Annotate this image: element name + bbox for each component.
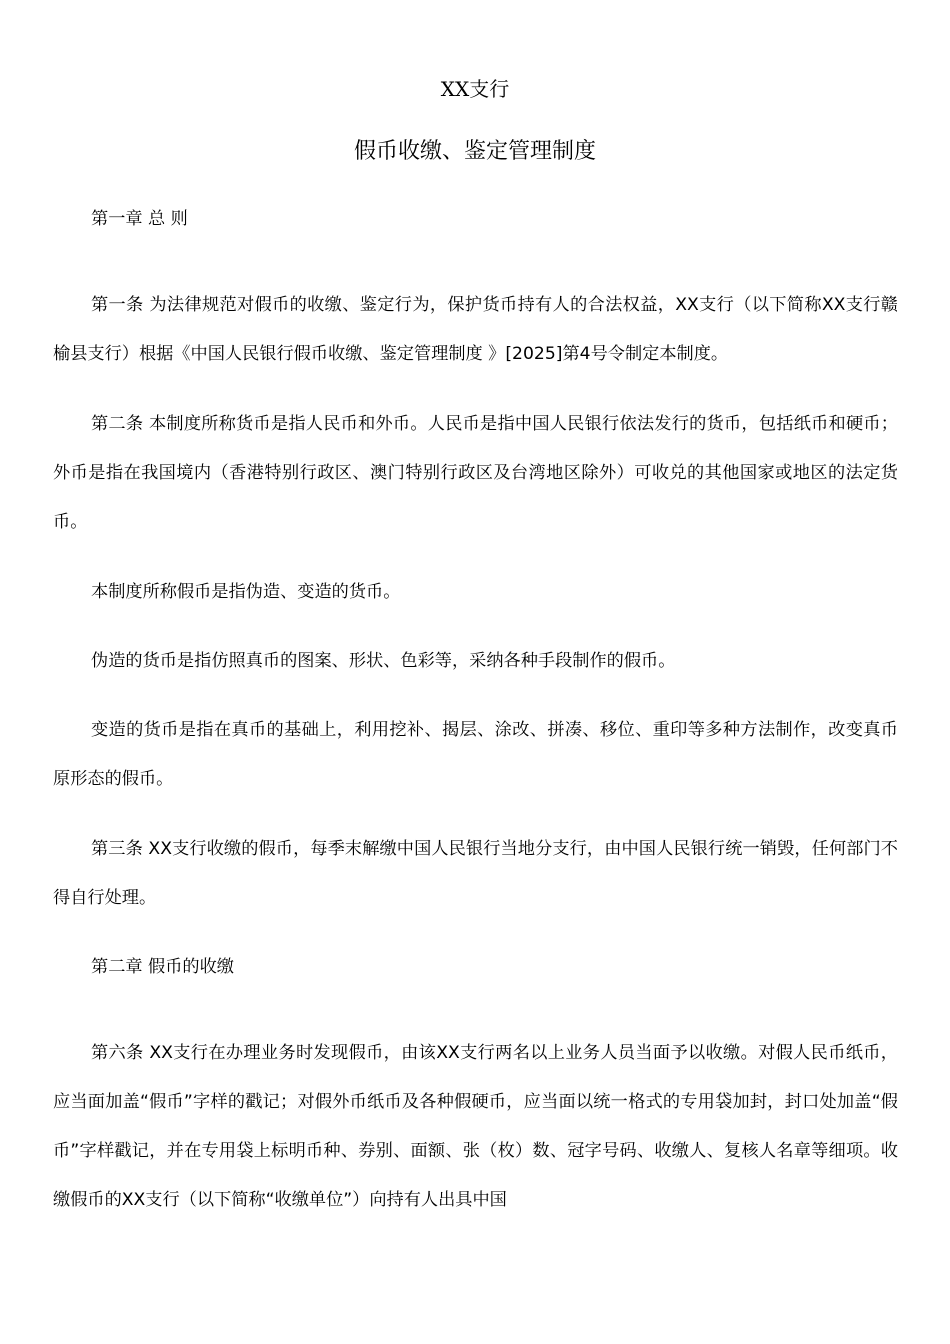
altered-currency-paragraph: 变造的货币是指在真币的基础上，利用挖补、揭层、涂改、拼凑、移位、重印等多种方法制作，改变真币原形态的假币。 bbox=[53, 720, 898, 789]
counterfeit-definition-paragraph: 本制度所称假币是指伪造、变造的货币。 bbox=[91, 582, 401, 602]
article-6-paragraph: 第六条 XX支行在办理业务时发现假币，由该XX支行两名以上业务人员当面予以收缴。对假人民币纸币，应当面加盖“假币”字样的戳记；对假外币纸币及各种假硬币，应当面以统一格式的专用袋加封，封口处加盖“假币”字样戳记，并在专用袋上标明币种、券别、面额、张（枚）数、冠字号码、收缴人、复核人名章等细项。收缴假币的XX支行（以下简称“收缴单位”）向持有人出具中国 bbox=[53, 1043, 898, 1210]
article-1-paragraph: 第一条 为法律规范对假币的收缴、鉴定行为，保护货币持有人的合法权益，XX支行（以下简称XX支行赣榆县支行）根据《中国人民银行假币收缴、鉴定管理制度 》[2025]第4号令制定本制度。 bbox=[53, 295, 898, 364]
document-title-bank: XX支行 bbox=[440, 77, 510, 101]
chapter-heading-collection: 第二章 假币的收缴 bbox=[91, 957, 234, 977]
chapter-heading-general: 第一章 总 则 bbox=[91, 209, 188, 229]
article-3-paragraph: 第三条 XX支行收缴的假币，每季末解缴中国人民银行当地分支行，由中国人民银行统一销毁，任何部门不得自行处理。 bbox=[53, 839, 898, 908]
article-2-paragraph: 第二条 本制度所称货币是指人民币和外币。人民币是指中国人民银行依法发行的货币，包括纸币和硬币；外币是指在我国境内（香港特别行政区、澳门特别行政区及台湾地区除外）可收兑的其他国家或地区的法定货币。 bbox=[53, 414, 898, 532]
forged-currency-paragraph: 伪造的货币是指仿照真币的图案、形状、色彩等，采纳各种手段制作的假币。 bbox=[91, 651, 676, 671]
document-title-regulation: 假币收缴、鉴定管理制度 bbox=[353, 139, 596, 164]
